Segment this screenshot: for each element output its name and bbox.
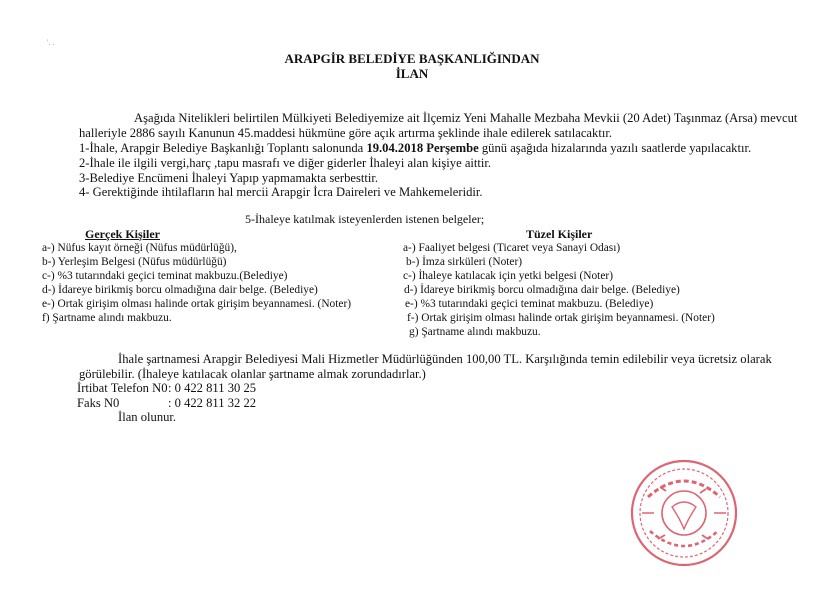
item-2: 2-İhale ile ilgili vergi,harç ,tapu masrafı ve diğer giderler İhaleyi alan kişiye aittir. bbox=[79, 156, 492, 170]
phone-number: : 0 422 811 30 25 bbox=[168, 381, 257, 395]
right-doc-item: e-) %3 tutarındaki geçici teminat makbuzu. (Belediye) bbox=[405, 298, 654, 310]
intro-line-1: Aşağıda Nitelikleri belirtilen Mülkiyeti Belediyemize ait İlçemiz Yeni Mahalle Mezbaha Mevkii (20 Adet) Taşınmaz (Arsa) mevcut bbox=[134, 111, 798, 125]
documents-heading: 5-İhaleye katılmak isteyenlerden istenen belgeler; bbox=[245, 212, 485, 226]
fax-label: Faks N0 bbox=[77, 396, 120, 410]
item-1 bbox=[79, 141, 751, 155]
item-1-prefix: 1-İhale, Arapgir Belediye Başkanlığı Toplantı salonunda bbox=[79, 141, 367, 155]
right-doc-item: g) Şartname alındı makbuzu. bbox=[409, 326, 541, 338]
scan-speck: '. . bbox=[47, 38, 55, 47]
right-column-title: Tüzel Kişiler bbox=[526, 227, 593, 241]
official-seal-stamp bbox=[628, 457, 740, 569]
closing-text: İlan olunur. bbox=[118, 410, 177, 424]
item-3: 3-Belediye Encümeni İhaleyi Yapıp yapmamakta serbesttir. bbox=[79, 171, 379, 185]
fax-number: : 0 422 811 32 22 bbox=[168, 396, 257, 410]
right-doc-item: b-) İmza sirküleri (Noter) bbox=[406, 256, 523, 268]
item-1-suffix: günü aşağıda hizalarında yazılı saatlerde yapılacaktır. bbox=[478, 141, 752, 155]
right-doc-item: c-) İhaleye katılacak için yetki belgesi (Noter) bbox=[403, 270, 613, 282]
left-doc-item: f) Şartname alındı makbuzu. bbox=[42, 312, 172, 324]
specification-line-2: görülebilir. (İhaleye katılacak olanlar şartname almak zorundadırlar.) bbox=[79, 367, 426, 381]
intro-line-2: halleriyle 2886 sayılı Kanunun 45.maddesi hükmüne göre açık artırma şeklinde ihale edilerek satılacaktır. bbox=[79, 126, 612, 140]
document-title: ARAPGİR BELEDİYE BAŞKANLIĞINDAN bbox=[284, 51, 540, 66]
document-subtitle: İLAN bbox=[395, 66, 429, 81]
phone-label: İrtibat Telefon N0 bbox=[77, 381, 168, 395]
left-doc-item: e-) Ortak girişim olması halinde ortak girişim beyannamesi. (Noter) bbox=[42, 298, 352, 310]
left-column-title: Gerçek Kişiler bbox=[85, 227, 160, 241]
left-doc-item: b-) Yerleşim Belgesi (Nüfus müdürlüğü) bbox=[42, 256, 227, 268]
left-doc-item: a-) Nüfus kayıt örneği (Nüfus müdürlüğü), bbox=[42, 242, 237, 254]
right-doc-item: d-) İdareye birikmiş borcu olmadığına dair belge. (Belediye) bbox=[404, 284, 680, 296]
specification-line-1: İhale şartnamesi Arapgir Belediyesi Mali Hizmetler Müdürlüğünden 100,00 TL. Karşılığında temin edilebilir veya ücretsiz olarak bbox=[118, 352, 772, 366]
left-doc-item: c-) %3 tutarındaki geçici teminat makbuzu.(Belediye) bbox=[42, 270, 288, 282]
item-4: 4- Gerektiğinde ihtilafların hal mercii Arapgir İcra Daireleri ve Mahkemeleridir. bbox=[79, 185, 483, 199]
right-doc-item: a-) Faaliyet belgesi (Ticaret veya Sanayi Odası) bbox=[403, 242, 621, 254]
left-doc-item: d-) İdareye birikmiş borcu olmadığına dair belge. (Belediye) bbox=[42, 284, 318, 296]
item-1-date: 19.04.2018 Perşembe bbox=[366, 141, 479, 155]
right-doc-item: f-) Ortak girişim olması halinde ortak girişim beyannamesi. (Noter) bbox=[407, 312, 715, 324]
